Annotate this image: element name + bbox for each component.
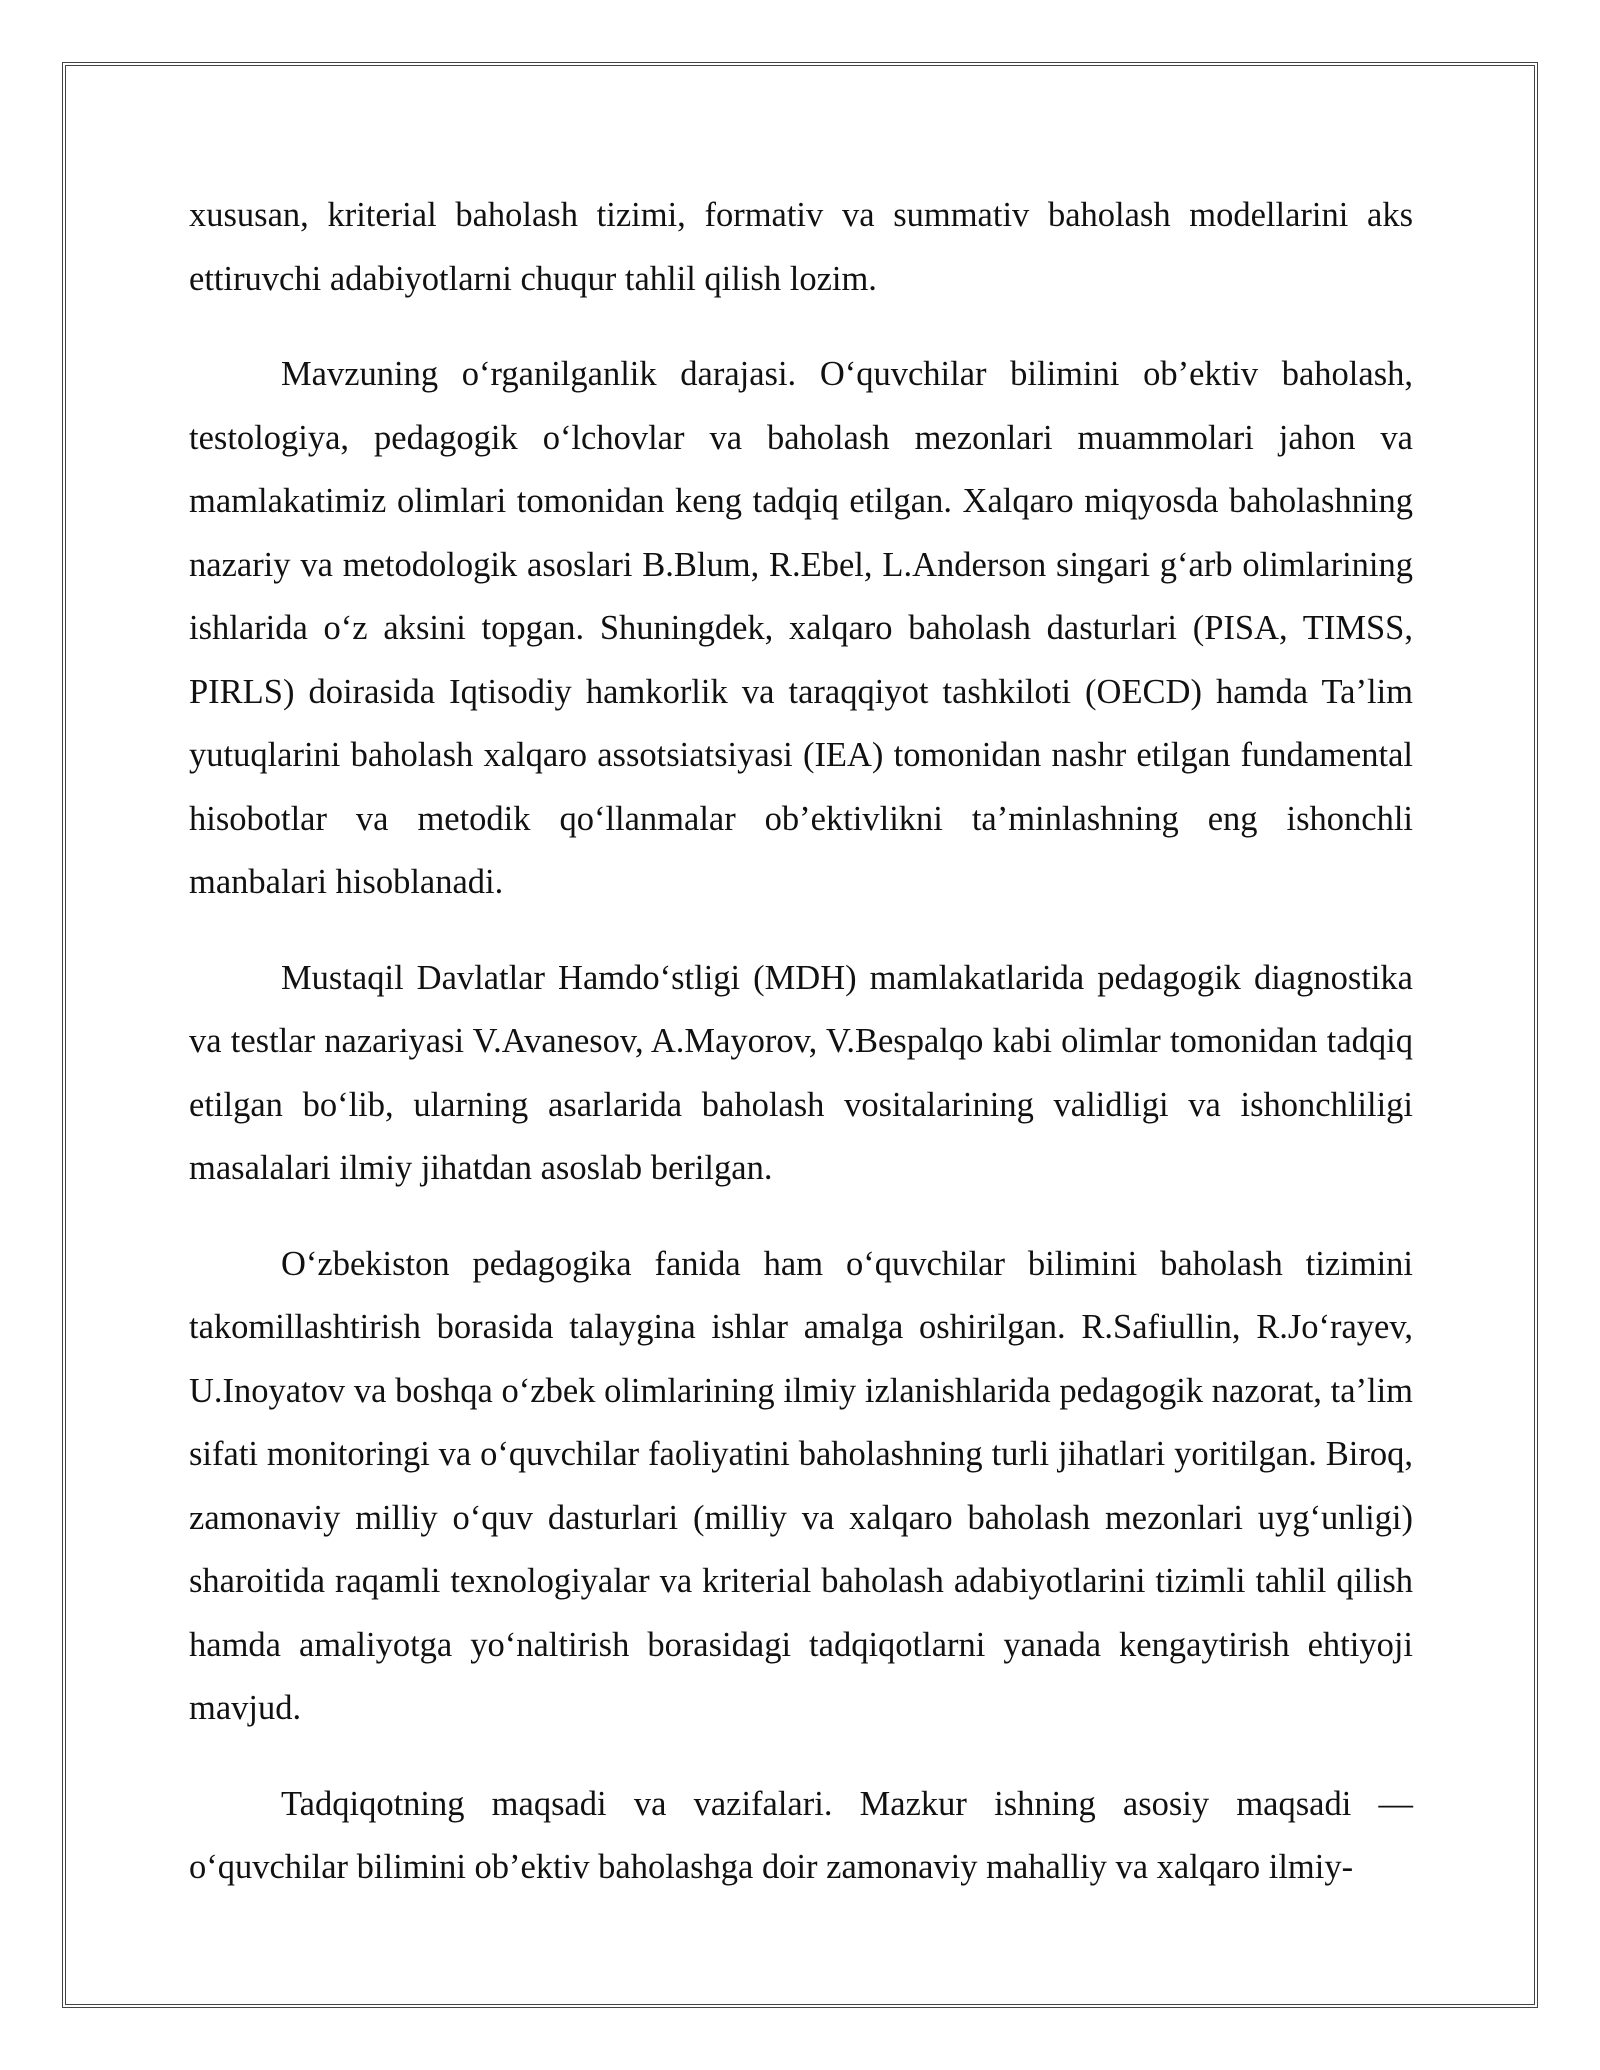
paragraph-cis-research: Mustaqil Davlatlar Hamdo‘stligi (MDH) mamlakatlarida pedagogik diagnostika va testlar nazariyasi V.Avanesov, A.Mayorov, V.Bespalqo kabi olimlar tomonidan tadqiq etilgan bo‘lib, ularning asarlarida baholash vositalarining validligi va ishonchliligi masalalari ilmiy jihatdan asoslab berilgan. — [189, 958, 1413, 1187]
paragraph-uzbekistan-research: O‘zbekiston pedagogika fanida ham o‘quvchilar bilimini baholash tizimini takomillashtirish borasida talaygina ishlar amalga oshirilgan. R.Safiullin, R.Jo‘rayev, U.Inoyatov va boshqa o‘zbek olimlarining ilmiy izlanishlarida pedagogik nazorat, ta’lim sifati monitoringi va o‘quvchilar faoliyatini baholashning turli jihatlari yoritilgan. Biroq, zamonaviy milliy o‘quv dasturlari (milliy va xalqaro baholash mezonlari uyg‘unligi) sharoitida raqamli texnologiyalar va kriterial baholash adabiyotlarini tizimli tahlil qilish hamda amaliyotga yo‘naltirish borasidagi tadqiqotlarni yanada kengaytirish ehtiyoji mavjud. — [189, 1244, 1413, 1727]
paragraph-continuation: xususan, kriterial baholash tizimi, formativ va summativ baholash modellarini aks ettiruvchi adabiyotlarni chuqur tahlil qilish lozim. — [189, 196, 1413, 298]
paragraph-research-level: Mavzuning o‘rganilganlik darajasi. O‘quvchilar bilimini ob’ektiv baholash, testologiya, pedagogik o‘lchovlar va baholash mezonlari muammolari jahon va mamlakatimiz olimlari tomonidan keng tadqiq etilgan. Xalqaro miqyosda baholashning nazariy va metodologik asoslari B.Blum, R.Ebel, L.Anderson singari g‘arb olimlarining ishlarida o‘z aksini topgan. Shuningdek, xalqaro baholash dasturlari (PISA, TIMSS, PIRLS) doirasida Iqtisodiy hamkorlik va taraqqiyot tashkiloti (OECD) hamda Ta’lim yutuqlarini baholash xalqaro assotsiatsiyasi (IEA) tomonidan nashr etilgan fundamental hisobotlar va metodik qo‘llanmalar ob’ektivlikni ta’minlashning eng ishonchli manbalari hisoblanadi. — [189, 355, 1413, 901]
paragraph-research-goals: Tadqiqotning maqsadi va vazifalari. Mazkur ishning asosiy maqsadi — o‘quvchilar bilimini ob’ektiv baholashga doir zamonaviy mahalliy va xalqaro ilmiy- — [189, 1784, 1413, 1886]
document-body — [189, 184, 1413, 1932]
